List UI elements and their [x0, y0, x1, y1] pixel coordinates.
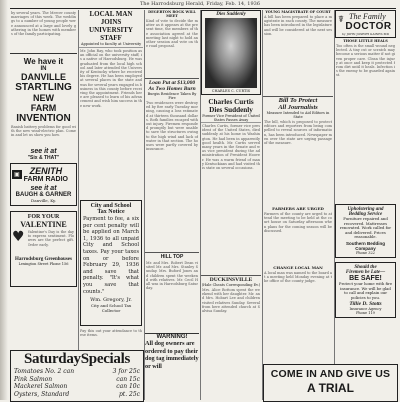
upholstering-ad	[335, 204, 396, 258]
family-text: Too often is the small wound neglected. A tiny cut or scratch may become a serious matter if not given proper care. Clean the injury at once and keep it protected from dirt until it heals. Infection is the enemy to be guarded against.	[336, 44, 395, 78]
column-3	[145, 10, 199, 400]
photo-box-head: Dies Suddenly	[216, 12, 246, 17]
university-body: Mr. John Ray, who took position as an official on the university staff, is a native of Harrodsburg. He was graduated from the local high school and later attended the University of Kentucky where he received his degree. He has been employed at several places in the state and was for several years engaged in business in this county before receiving the appointment. Friends here are pleased to learn of his advancement and wish him success in the new work.	[80, 49, 142, 108]
doctor-title: DOCTOR	[345, 21, 392, 32]
ad-line-7: INVENTION	[16, 113, 71, 124]
tax-notice-title-1: City and School	[90, 203, 132, 209]
specials-price: 3 for 25c	[112, 368, 140, 375]
journalist-headline-2: All Journalists	[278, 104, 318, 111]
zenith-ad	[10, 163, 77, 206]
ad-line-5: NEW	[33, 93, 54, 103]
fire-ad-name: Tillie D. Stotts	[349, 301, 382, 308]
heart-icon: ♥	[12, 229, 25, 245]
intro-text: by several years. The Mercer county marriages of this week. The weddings to a number of young people were announced at a large and lovely gathering in the homes with members of the family participating.	[11, 11, 76, 37]
specials-title: SaturdaySpecials	[23, 351, 131, 367]
ad-price: "Six & THAT"	[27, 155, 60, 161]
farm-invention-ad	[10, 53, 77, 161]
specials-row	[14, 368, 140, 376]
upholstering-shop: Southern Bedding Company	[346, 240, 385, 251]
headline-university-2: UNIVERSITY STAFF	[89, 26, 133, 42]
ad-line-6: FARM	[30, 103, 57, 113]
masthead: The Harrodsburg Herald, Friday, Feb. 14, 1936	[139, 1, 261, 7]
curtis-photo-box	[201, 10, 261, 95]
hill-top-head: HILL TOP	[145, 252, 199, 260]
family-doctor-feature	[335, 10, 396, 38]
specials-row	[14, 376, 140, 384]
curtis-headline-1: Charles Curtis	[208, 98, 254, 106]
ad-see-it: see it at	[30, 148, 57, 155]
top-text: Kind of vote to decide the matter as it appears at the present time, the members of the association agreed at the meeting last night to hold another session and vote on the road proposal.	[146, 19, 198, 49]
journalist-headline-1: Bill To Protect	[263, 96, 333, 104]
fire-headline-2: As Two Homes Burn	[148, 86, 196, 92]
valentine-text: Valentine's Day is the day to express sentiment. Flowers are the perfect gift. Order early.	[27, 230, 74, 247]
zenith-dealer: BAUGH & GARNER	[15, 192, 72, 198]
warning-notice	[145, 333, 199, 370]
university-byline: Appointed to faculty at University	[80, 42, 142, 46]
curtis-body: Charles Curtis, former vice president of the United States, died suddenly at his home in Washington. He had been in apparently good health. Mr. Curtis served many years in the Senate and was vice president during the administration of President Hoover. He was a warm friend of many Kentuckians and had visited this state on several occasions.	[202, 124, 260, 171]
upholstering-head-1: Upholstering and	[347, 207, 384, 212]
specials-price: pt. 25c	[118, 390, 140, 398]
upholstering-phone: Phone 322	[356, 250, 375, 255]
fire-ad-sub: Insurance Agency	[349, 307, 382, 312]
upholstering-head-2: Bedding Service	[348, 212, 383, 217]
zenith-sub: FARM RADIO	[23, 176, 69, 183]
magistrate-text: A bill has been prepared to place a magistrate in each county. The measure has been introduced in the legislature and will be considered at the next session.	[264, 15, 332, 36]
duckinsville-head: DUCKINSVILLE	[201, 275, 261, 283]
warning-head: WARNING!	[156, 334, 188, 340]
warning-text: All dog owners are ordered to pay their dog tag immediately or will	[145, 340, 199, 370]
doctor-byline: by JOHN JOSEPH GAINES MD	[342, 32, 389, 36]
tax-notice-title: City and School Tax Collector	[90, 303, 132, 314]
ad-line-1: We have it	[23, 57, 64, 66]
fire-ad-head-2: Firemen be Late—	[345, 269, 386, 275]
curtis-headline-2: Dies Suddenly	[209, 106, 253, 114]
tax-footnote: Pay this out your attendance to these items.	[80, 329, 142, 338]
journalist-subhead: Measure Intended to Aid Editors in State	[266, 111, 330, 119]
tax-notice-signer: Wm. Gregory, Jr.	[90, 297, 132, 304]
fire-ad-head-1: Should the	[354, 264, 377, 270]
specials-item: Mackerel Salmon	[14, 383, 68, 390]
ad-small-text: Banish battery problems for good with the new wind-electric plan. Come in and let us show you how.	[11, 125, 76, 138]
ad-line-4: STARTLING	[15, 82, 72, 93]
valentine-line-1: FOR YOUR	[27, 214, 60, 220]
zenith-city: Danville, Ky.	[31, 198, 56, 203]
saturday-specials-ad	[10, 350, 144, 402]
ad-line-3: DANVILLE	[21, 72, 66, 82]
masthead-rule	[10, 8, 396, 9]
tax-notice-text: Payment to fee, a six per cent penalty will be applied on March 1, 1936 to all unpaid City and School taxes. Pay your taxes on or before February 29, 1936 and save that penalty. "It's what you save that counts."	[83, 216, 139, 295]
column-1	[10, 10, 77, 400]
magistrate-head: YOUNG MAGISTRATE OF COURT	[265, 10, 331, 14]
cta-line-1: COME IN AND GIVE US	[270, 368, 391, 380]
doctor-icon: ☤	[338, 15, 345, 25]
fire-subhead: Burgin Residence Taken By Fire	[147, 92, 197, 100]
tax-notice-title-2: Tax Notice	[97, 209, 125, 215]
specials-item: Oysters, Standard	[14, 390, 70, 398]
fire-headline-1: Loan Put at $13,000	[145, 78, 199, 86]
come-in-ad	[263, 364, 398, 402]
specials-item: Pink Salmon	[14, 375, 53, 383]
fire-ad-head-3: BE SAFE!	[349, 274, 382, 282]
column-5	[263, 10, 333, 400]
duckinsville-text: Mrs. Alice Bottom spent the weekend with her daughter. Mr. and Mrs. Hobart Lee and children visited relatives Sunday. Several from here attended church at Salvisa Sunday.	[202, 288, 260, 314]
fire-ad-text: Protect your home with fire insurance. We will be glad to call and explain our policies to you.	[338, 280, 393, 300]
page-fold-shadow	[0, 0, 8, 400]
duckinsville-sub: (Hale Cheats Corresponding Ev.)	[201, 283, 261, 287]
change-head: CHANGE LOCAL MAN	[273, 265, 323, 270]
radio-icon: ▣	[14, 172, 20, 178]
valentine-phone: Lexington Street Phone 156	[18, 262, 69, 266]
top-headline: DEGERTON ROCK WILL MEET	[148, 10, 196, 18]
specials-price: can 10c	[116, 383, 140, 390]
farmers-text: Farmers of the county are urged to attend the meeting to be held at the court house on Saturday afternoon when plans for the coming season will be discussed.	[264, 212, 332, 233]
photo-caption: CHARLES C. CURTIS	[211, 89, 251, 93]
valentine-ad	[10, 211, 77, 287]
curtis-subhead: Former Vice President of United States Passes Away	[202, 114, 260, 122]
fire-insurance-ad	[335, 262, 396, 318]
zenith-brand: ZENITH	[29, 166, 63, 176]
specials-row	[14, 391, 140, 399]
change-text: A local man was named to the board at a meeting held Monday evening at the office of the county judge.	[264, 271, 332, 284]
journalist-body: The bill, which is proposed to protect editors and reporters from being compelled to reveal sources of information, has been introduced. Newspaper men over the state are urging passage of the measure.	[264, 120, 332, 146]
family-title: The Family	[349, 12, 386, 21]
farmers-head: FARMERS ARE URGED	[272, 206, 324, 211]
hill-top-text: Mr. and Mrs. Robert Dean visited Mr. and Mrs. Stanley Sunday. Mrs. Buford Jones and children spent the weekend with relatives. Mr. Cecil Hall was in Harrodsburg Saturday.	[146, 261, 198, 291]
column-4	[201, 10, 261, 400]
curtis-portrait	[205, 18, 257, 88]
valentine-shop: Harrodsburg Greenhouses	[15, 257, 72, 262]
specials-row	[14, 383, 140, 391]
family-sub: THOSE LITTLE HEALS	[343, 39, 388, 43]
tax-notice-box	[80, 200, 142, 326]
ad-line-2: IN	[40, 66, 47, 72]
specials-price: can 15c	[116, 375, 140, 383]
fire-ad-phone: Phone 119	[356, 311, 375, 316]
specials-item: Tomatoes No. 2 can	[14, 368, 75, 375]
column-2	[79, 10, 143, 400]
headline-university-1: LOCAL MAN JOINS	[89, 10, 133, 26]
cta-line-2: A TRIAL	[307, 381, 354, 395]
upholstering-text: Furniture repaired and recovered. Mattresses renovated. Work called for and delivered. Prices reasonable.	[339, 216, 392, 240]
valentine-line-2: VALENTINE	[20, 220, 67, 229]
zenith-see: see it at	[30, 185, 57, 192]
column-6	[335, 10, 396, 400]
fire-body: Two residences were destroyed by fire early Tuesday morning, causing a loss estimated at thirteen thousand dollars. Both families escaped without injury. Firemen responded promptly but were unable to save the structures owing to the high wind and lack of water in that section. The houses were partly covered by insurance.	[146, 101, 198, 152]
